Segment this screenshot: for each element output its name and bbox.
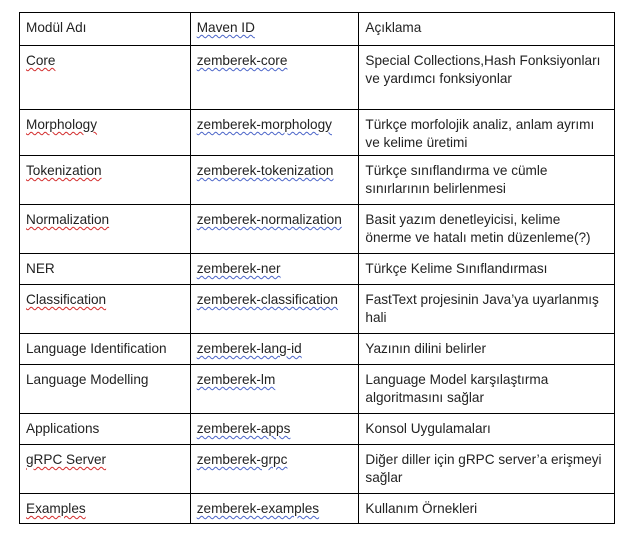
description-cell: FastText projesinin Java’ya uyarlanmış hali [359, 285, 615, 334]
description-cell: Türkçe Kelime Sınıflandırması [359, 254, 615, 285]
module-name-cell: Language Modelling [20, 365, 191, 414]
table-row [20, 494, 615, 524]
module-name-cell: Core [20, 46, 191, 110]
module-name-cell: Tokenization [20, 156, 191, 205]
maven-id-cell: zemberek-core [190, 46, 359, 110]
header-cell-module-name: Modül Adı [20, 13, 191, 46]
maven-id-cell: zemberek-classification [190, 285, 359, 334]
maven-id-cell: zemberek-ner [190, 254, 359, 285]
table-row [20, 156, 615, 205]
table-row [20, 254, 615, 285]
table-row [20, 334, 615, 365]
maven-id-cell: zemberek-apps [190, 414, 359, 445]
description-cell: Yazının dilini belirler [359, 334, 615, 365]
description-cell: Language Model karşılaştırma algoritmasını sağlar [359, 365, 615, 414]
maven-id-cell: zemberek-normalization [190, 205, 359, 254]
module-name-cell: NER [20, 254, 191, 285]
table-header-row [20, 13, 615, 46]
module-name-cell: Language Identification [20, 334, 191, 365]
table-row [20, 365, 615, 414]
maven-id-cell: zemberek-tokenization [190, 156, 359, 205]
module-table [19, 12, 615, 524]
header-cell-maven-id: Maven ID [190, 13, 359, 46]
maven-id-cell: zemberek-morphology [190, 110, 359, 156]
maven-id-cell: zemberek-grpc [190, 445, 359, 494]
description-cell: Basit yazım denetleyicisi, kelime önerme ve hatalı metin düzenleme(?) [359, 205, 615, 254]
table-row [20, 110, 615, 156]
header-cell-description: Açıklama [359, 13, 615, 46]
maven-id-cell: zemberek-lang-id [190, 334, 359, 365]
table-row [20, 445, 615, 494]
module-name-cell: Examples [20, 494, 191, 524]
table-row [20, 285, 615, 334]
module-name-cell: Morphology [20, 110, 191, 156]
table-row [20, 46, 615, 110]
module-name-cell: Classification [20, 285, 191, 334]
description-cell: Konsol Uygulamaları [359, 414, 615, 445]
maven-id-cell: zemberek-lm [190, 365, 359, 414]
description-cell: Türkçe morfolojik analiz, anlam ayrımı ve kelime üretimi [359, 110, 615, 156]
module-name-cell: Applications [20, 414, 191, 445]
table-row [20, 205, 615, 254]
table-row [20, 414, 615, 445]
maven-id-cell: zemberek-examples [190, 494, 359, 524]
description-cell: Türkçe sınıflandırma ve cümle sınırlarının belirlenmesi [359, 156, 615, 205]
description-cell: Diğer diller için gRPC server’a erişmeyi sağlar [359, 445, 615, 494]
module-name-cell: gRPC Server [20, 445, 191, 494]
description-cell: Kullanım Örnekleri [359, 494, 615, 524]
description-cell: Special Collections,Hash Fonksiyonları ve yardımcı fonksiyonlar [359, 46, 615, 110]
module-name-cell: Normalization [20, 205, 191, 254]
